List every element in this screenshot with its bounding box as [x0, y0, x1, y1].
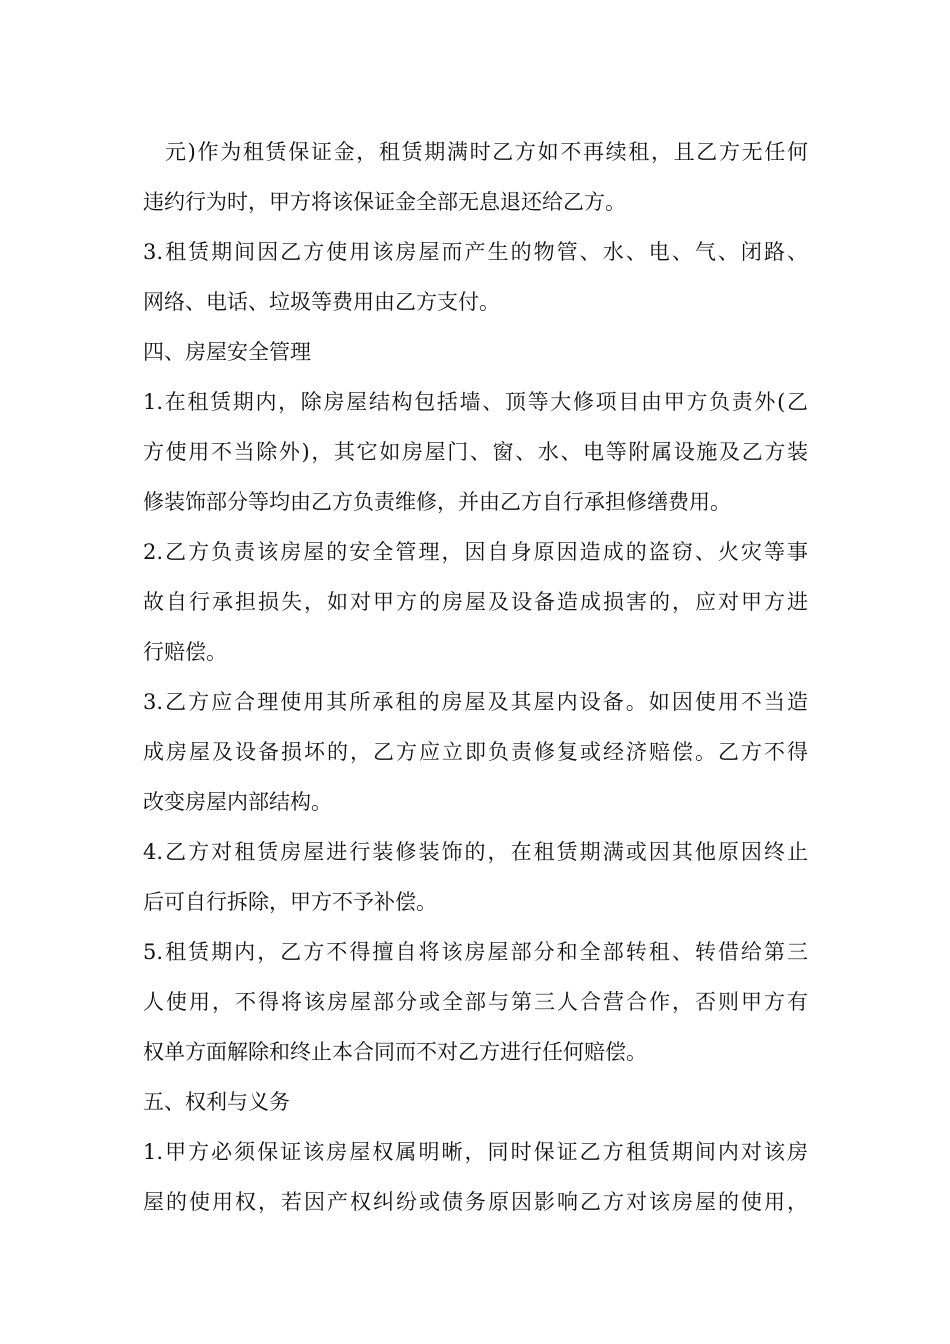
text-line: 人使用，不得将该房屋部分或全部与第三人合营合作，否则甲方有: [143, 990, 808, 1014]
text-line: 5.租赁期内，乙方不得擅自将该房屋部分和全部转租、转借给第三: [143, 940, 808, 964]
text-line: 1.在租赁期内，除房屋结构包括墙、顶等大修项目由甲方负责外(乙: [143, 390, 808, 414]
text-line: 修装饰部分等均由乙方负责维修，并由乙方自行承担修缮费用。: [143, 490, 731, 514]
text-line: 行赔偿。: [143, 640, 227, 664]
text-line: 改变房屋内部结构。: [143, 790, 332, 814]
text-line: 4.乙方对租赁房屋进行装修装饰的，在租赁期满或因其他原因终止: [143, 840, 808, 864]
section-heading: 四、房屋安全管理: [143, 340, 311, 364]
text-line: 3.租赁期间因乙方使用该房屋而产生的物管、水、电、气、闭路、: [143, 240, 808, 264]
text-line: 2.乙方负责该房屋的安全管理，因自身原因造成的盗窃、火灾等事: [143, 540, 808, 564]
section-heading: 五、权利与义务: [143, 1090, 290, 1114]
text-line: 违约行为时，甲方将该保证金全部无息退还给乙方。: [143, 190, 626, 214]
text-line: 后可自行拆除，甲方不予补偿。: [143, 890, 437, 914]
text-line: 屋的使用权，若因产权纠纷或债务原因影响乙方对该房屋的使用，: [143, 1190, 808, 1214]
text-line: 成房屋及设备损坏的，乙方应立即负责修复或经济赔偿。乙方不得: [143, 740, 808, 764]
text-line: 权单方面解除和终止本合同而不对乙方进行任何赔偿。: [143, 1040, 647, 1064]
text-line: 3.乙方应合理使用其所承租的房屋及其屋内设备。如因使用不当造: [143, 690, 808, 714]
text-line: 元)作为租赁保证金，租赁期满时乙方如不再续租，且乙方无任何: [165, 140, 808, 164]
text-line: 网络、电话、垃圾等费用由乙方支付。: [143, 290, 500, 314]
text-line: 1.甲方必须保证该房屋权属明晰，同时保证乙方租赁期间内对该房: [143, 1140, 808, 1164]
text-line: 故自行承担损失，如对甲方的房屋及设备造成损害的，应对甲方进: [143, 590, 808, 614]
document-body: [143, 130, 808, 1230]
text-line: 方使用不当除外)，其它如房屋门、窗、水、电等附属设施及乙方装: [143, 440, 808, 464]
